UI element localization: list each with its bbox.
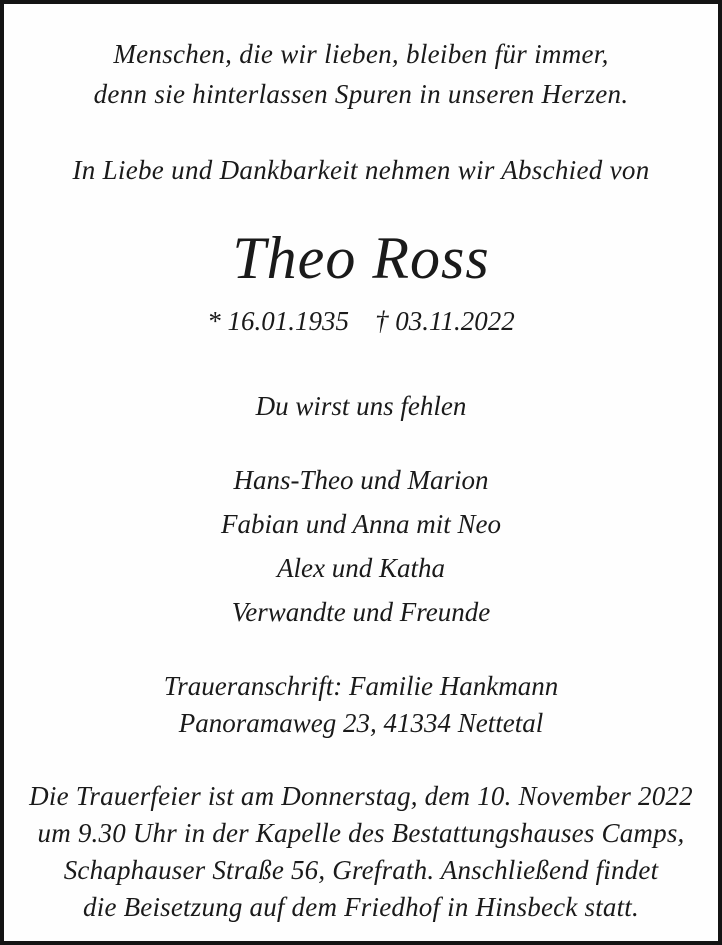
farewell-line: Du wirst uns fehlen — [255, 391, 467, 421]
condolence-address-line-1: Traueranschrift: Familie Hankmann — [163, 671, 559, 701]
funeral-info — [4, 778, 718, 926]
funeral-info-line-4: die Beisetzung auf dem Friedhof in Hinsbeck statt. — [83, 892, 639, 922]
mourner-line: Hans-Theo und Marion — [233, 465, 489, 495]
death-date: † 03.11.2022 — [375, 306, 515, 336]
deceased-name: Theo Ross — [232, 225, 490, 291]
epigraph-line-2: denn sie hinterlassen Spuren in unseren Herzen. — [93, 79, 629, 109]
mourner-line: Alex und Katha — [277, 553, 445, 583]
mourners-list — [4, 458, 718, 634]
farewell-intro: In Liebe und Dankbarkeit nehmen wir Abschied von — [72, 155, 650, 185]
birth-date: * 16.01.1935 — [207, 306, 349, 336]
funeral-info-line-1: Die Trauerfeier ist am Donnerstag, dem 10. November 2022 — [29, 781, 693, 811]
funeral-info-line-3: Schaphauser Straße 56, Grefrath. Anschließend findet — [63, 855, 659, 885]
condolence-address — [4, 668, 718, 742]
condolence-address-line-2: Panoramaweg 23, 41334 Nettetal — [178, 708, 544, 738]
funeral-info-line-2: um 9.30 Uhr in der Kapelle des Bestattungshauses Camps, — [37, 818, 685, 848]
mourner-line: Fabian und Anna mit Neo — [221, 509, 501, 539]
mourner-line: Verwandte und Freunde — [231, 597, 491, 627]
life-dates — [4, 302, 718, 340]
epigraph-line-1: Menschen, die wir lieben, bleiben für immer, — [113, 39, 609, 69]
epigraph — [4, 34, 718, 114]
